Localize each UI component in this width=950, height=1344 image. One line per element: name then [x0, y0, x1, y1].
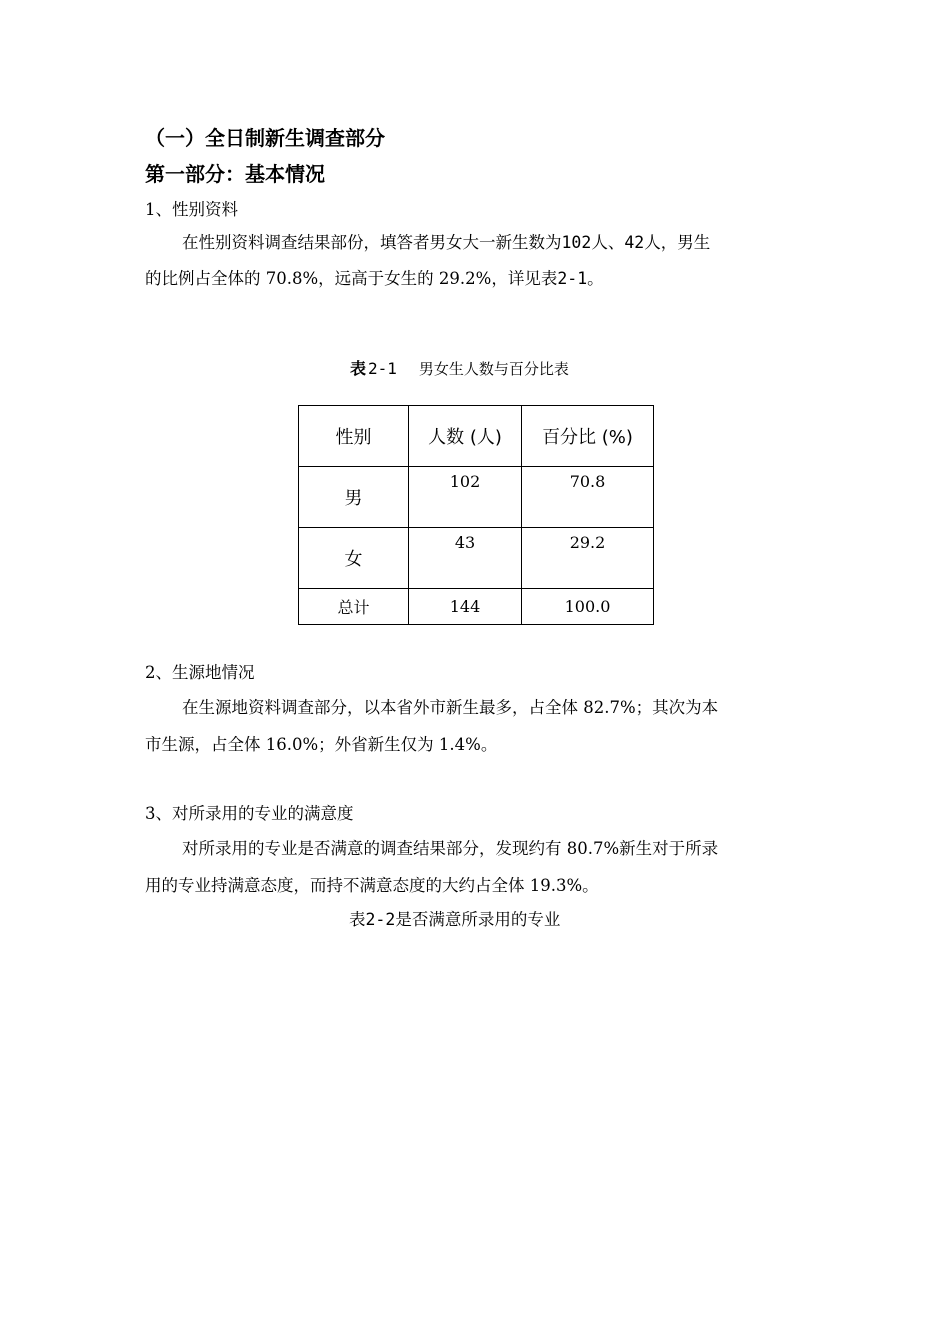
caption-title: 是否满意所录用的专业: [395, 910, 561, 929]
section-heading: （一）全日制新生调查部分: [145, 126, 385, 150]
gender-table: [298, 405, 654, 625]
caption-number: 2-1: [368, 359, 397, 378]
table-caption: [350, 359, 569, 379]
caption-number: 2-2: [365, 910, 396, 929]
paragraph-origin-line2: 市生源，占全体 16.0%；外省新生仅为 1.4%。: [145, 735, 498, 754]
header-cell: 性别: [299, 406, 409, 467]
paragraph-gender-line1: [182, 232, 710, 254]
number: 42: [624, 233, 645, 252]
paragraph-gender-line2: [145, 268, 604, 290]
caption-label: 表: [349, 910, 366, 929]
subsection-title-gender: 1、性别资料: [145, 200, 238, 219]
text: 在性别资料调查结果部份，填答者男女大一新生数为: [182, 233, 562, 252]
table-cell: 29.2: [522, 528, 654, 589]
number: 102: [561, 233, 592, 252]
text: 的比例占全体的 70.8%，远高于女生的 29.2%，详见表: [145, 269, 558, 288]
table-ref: 2-1: [557, 269, 588, 288]
table-cell: 70.8: [522, 467, 654, 528]
text: 人，男生: [644, 233, 711, 252]
table-cell: 总计: [299, 589, 409, 625]
text: 人、: [591, 233, 625, 252]
paragraph-satisfaction-line1: 对所录用的专业是否满意的调查结果部分，发现约有 80.7%新生对于所录: [182, 839, 719, 858]
header-cell: 人数 (人): [409, 406, 522, 467]
table-cell: 144: [409, 589, 522, 625]
table-cell: 102: [409, 467, 522, 528]
table-row: [299, 467, 654, 528]
paragraph-satisfaction-line2: 用的专业持满意态度，而持不满意态度的大约占全体 19.3%。: [145, 876, 599, 895]
table-cell: 男: [299, 467, 409, 528]
table-caption-2: [349, 909, 560, 931]
table-cell: 女: [299, 528, 409, 589]
table-total-row: [299, 589, 654, 625]
caption-title: 男女生人数与百分比表: [418, 360, 569, 378]
paragraph-origin-line1: 在生源地资料调查部分，以本省外市新生最多，占全体 82.7%；其次为本: [182, 698, 719, 717]
table-row: [299, 528, 654, 589]
caption-label: 表: [350, 359, 367, 378]
subsection-title-satisfaction: 3、对所录用的专业的满意度: [145, 804, 354, 823]
subsection-title-origin: 2、生源地情况: [145, 663, 255, 682]
header-cell: 百分比 (%): [522, 406, 654, 467]
part-heading: 第一部分：基本情况: [145, 162, 325, 186]
table-header-row: [299, 406, 654, 467]
table-cell: 100.0: [522, 589, 654, 625]
table-cell: 43: [409, 528, 522, 589]
text: 。: [587, 269, 604, 288]
